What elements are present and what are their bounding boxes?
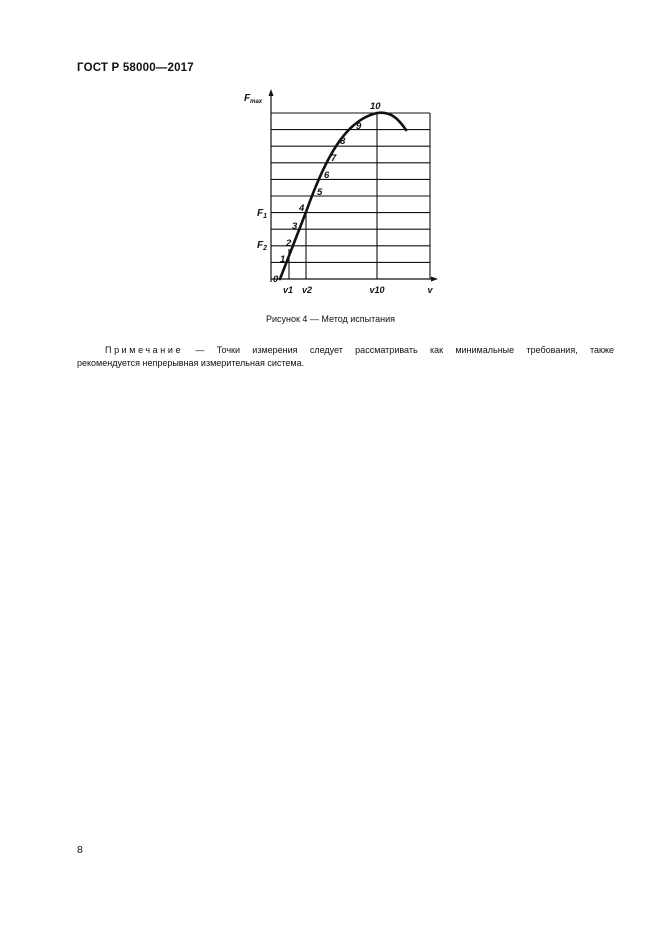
point-label-3: 3 — [292, 221, 298, 232]
figure-caption: Рисунок 4 — Метод испытания — [265, 314, 396, 324]
note-text-line1: — Точки измерения следует рассматривать как минимальные требования, также — [183, 345, 614, 355]
note-label: Примечание — [105, 345, 184, 355]
note-paragraph — [77, 344, 614, 370]
x-tick-v1: v1 — [282, 285, 294, 295]
point-label-0: 0 — [273, 274, 279, 285]
f2-marker: $F_2$ — [257, 240, 268, 252]
point-label-7: 7 — [331, 153, 337, 164]
note-first-line — [77, 344, 614, 357]
x-axis-label: v — [427, 285, 433, 295]
x-axis-arrow — [431, 277, 438, 282]
point-label-2: 2 — [286, 238, 292, 249]
point-label-6: 6 — [324, 170, 330, 181]
point-label-10: 10 — [370, 101, 381, 112]
test-method-diagram — [240, 86, 450, 298]
point-label-1: 1 — [280, 254, 286, 265]
x-tick-v10: v10 — [369, 285, 385, 295]
f1-marker: $F_1$ — [257, 208, 268, 220]
test-method-figure — [240, 86, 450, 298]
note-text-line2: рекомендуется непрерывная измерительная система. — [77, 358, 305, 368]
x-tick-v2: v2 — [301, 285, 313, 295]
page-number: 8 — [77, 844, 83, 856]
point-label-9: 9 — [356, 121, 362, 132]
point-label-5: 5 — [317, 187, 323, 198]
point-label-4: 4 — [299, 203, 305, 214]
y-axis-label: $F_{max}$ — [244, 93, 263, 105]
point-label-8: 8 — [340, 136, 346, 147]
y-axis-arrow — [269, 89, 274, 96]
document-header: ГОСТ Р 58000—2017 — [77, 62, 194, 74]
